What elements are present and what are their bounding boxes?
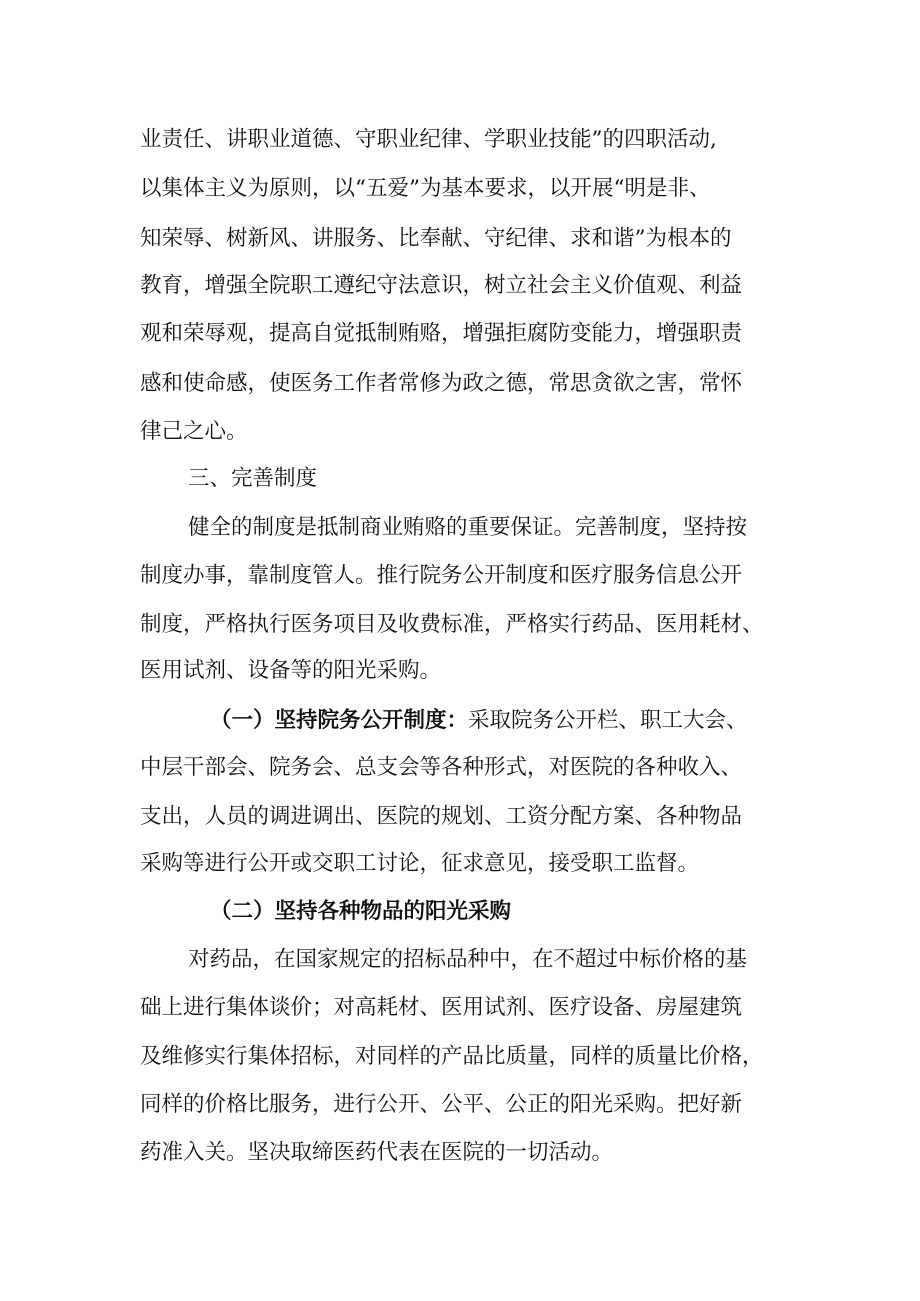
para2-line-2: 制度办事，靠制度管人。推行院务公开制度和医疗服务信息公开 [140,563,743,588]
sub1-heading: （一）坚持院务公开制度： [210,708,469,733]
para1-line-5: 观和荣辱观，提高自觉抵制贿赂，增强拒腐防变能力，增强职责 [140,321,743,346]
para1-line-4: 教育，增强全院职工遵纪守法意识，树立社会主义价值观、利益 [140,273,743,298]
para1-line-7: 律己之心。 [140,419,248,444]
para1-line-2: 以集体主义为原则，以“五爱”为基本要求，以开展“明是非、 [140,176,711,201]
sub1-line-4: 采购等进行公开或交职工讨论，征求意见，接受职工监督。 [140,851,700,876]
para2-line-1: 健全的制度是抵制商业贿赂的重要保证。完善制度，坚持按 [188,515,748,540]
para3-line-1: 对药品，在国家规定的招标品种中，在不超过中标价格的基 [188,947,748,972]
sub1-line-3: 支出，人员的调进调出、医院的规划、工资分配方案、各种物品 [140,804,743,829]
section-heading-3: 三、完善制度 [188,466,318,491]
para3-line-4: 同样的价格比服务，进行公开、公平、公正的阳光采购。把好新 [140,1092,743,1117]
sub1-line-2: 中层干部会、院务会、总支会等各种形式，对医院的各种收入、 [140,755,743,780]
sub2-heading: （二）坚持各种物品的阳光采购 [210,899,512,924]
sub1-line-1-text: 采取院务公开栏、职工大会、 [468,708,748,733]
para2-line-4: 医用试剂、设备等的阳光采购。 [140,658,442,683]
para2-line-3: 制度，严格执行医务项目及收费标准，严格实行药品、医用耗材、 [140,612,764,637]
para1-line-3: 知荣辱、树新风、讲服务、比奉献、守纪律、求和谐”为根本的 [140,226,732,251]
para3-line-5: 药准入关。坚决取缔医药代表在医院的一切活动。 [140,1140,614,1165]
para1-line-6: 感和使命感，使医务工作者常修为政之德，常思贪欲之害，常怀 [140,371,743,396]
sub1-line-1 [210,706,748,736]
para3-line-3: 及维修实行集体招标，对同样的产品比质量，同样的质量比价格， [140,1044,764,1069]
para3-line-2: 础上进行集体谈价；对高耗材、医用试剂、医疗设备、房屋建筑 [140,995,743,1020]
para1-line-1: 业责任、讲职业道德、守职业纪律、学职业技能”的四职活动, [140,127,717,152]
